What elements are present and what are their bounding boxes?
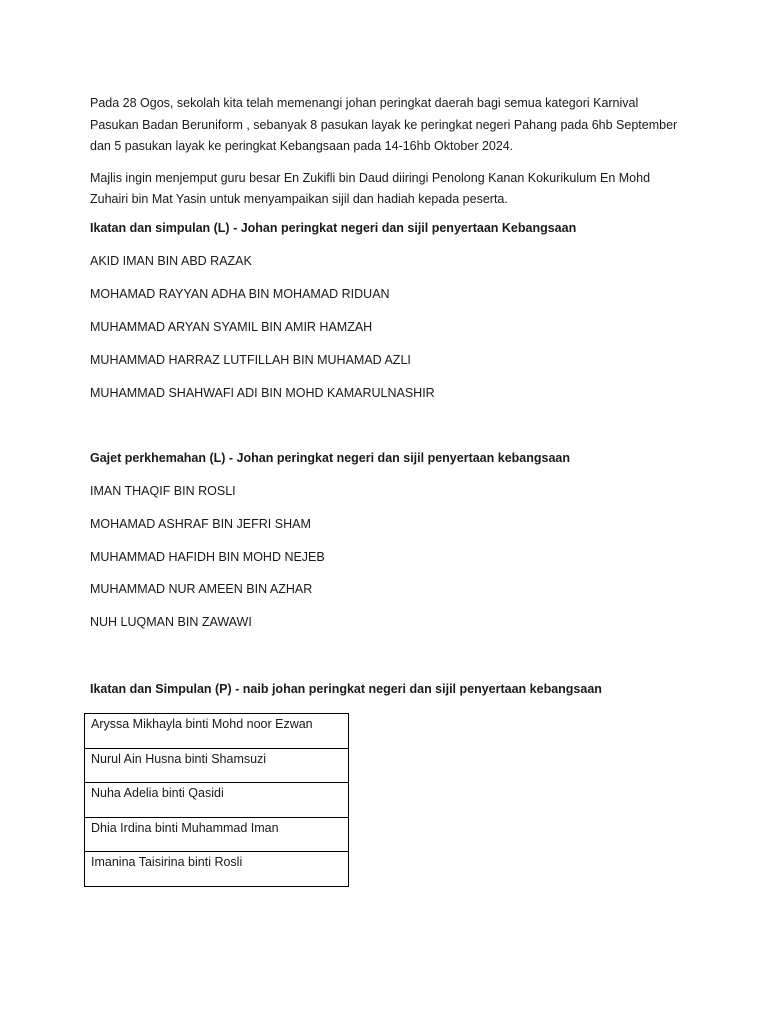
section1-name-1: AKID IMAN BIN ABD RAZAK — [90, 254, 252, 268]
section2-name-3: MUHAMMAD HAFIDH BIN MOHD NEJEB — [90, 550, 325, 564]
table-cell-name: Dhia Irdina binti Muhammad Iman — [85, 817, 349, 852]
section3-heading: Ikatan dan Simpulan (P) - naib johan peringkat negeri dan sijil penyertaan kebangsaan — [90, 682, 602, 696]
table-row — [85, 783, 349, 818]
section1-name-3: MUHAMMAD ARYAN SYAMIL BIN AMIR HAMZAH — [90, 320, 373, 334]
document-body — [90, 93, 690, 221]
section1-heading: Ikatan dan simpulan (L) - Johan peringkat negeri dan sijil penyertaan Kebangsaan — [90, 221, 577, 235]
table-row — [85, 748, 349, 783]
table-cell-name: Nuha Adelia binti Qasidi — [85, 783, 349, 818]
table-row — [85, 852, 349, 887]
section1-name-4: MUHAMMAD HARRAZ LUTFILLAH BIN MUHAMAD AZLI — [90, 353, 411, 367]
section1-name-5: MUHAMMAD SHAHWAFI ADI BIN MOHD KAMARULNASHIR — [90, 386, 435, 400]
section2-name-5: NUH LUQMAN BIN ZAWAWI — [90, 615, 252, 629]
section2-heading: Gajet perkhemahan (L) - Johan peringkat negeri dan sijil penyertaan kebangsaan — [90, 451, 570, 465]
table-cell-name: Imanina Taisirina binti Rosli — [85, 852, 349, 887]
section3-names-table — [84, 713, 349, 887]
table-row — [85, 714, 349, 749]
section2-name-4: MUHAMMAD NUR AMEEN BIN AZHAR — [90, 582, 313, 596]
table-row — [85, 817, 349, 852]
table-cell-name: Aryssa Mikhayla binti Mohd noor Ezwan — [85, 714, 349, 749]
section2-name-2: MOHAMAD ASHRAF BIN JEFRI SHAM — [90, 517, 311, 531]
section2-name-1: IMAN THAQIF BIN ROSLI — [90, 484, 236, 498]
intro-paragraph-1: Pada 28 Ogos, sekolah kita telah memenangi johan peringkat daerah bagi semua kategori Karnival Pasukan Badan Beruniform , sebanyak 8 pasukan layak ke peringkat negeri Pahang pada 6hb September dan 5 pasukan layak ke peringkat Kebangsaan pada 14-16hb Oktober 2024. — [90, 96, 678, 153]
section1-name-2: MOHAMAD RAYYAN ADHA BIN MOHAMAD RIDUAN — [90, 287, 390, 301]
intro-paragraph-2: Majlis ingin menjemput guru besar En Zukifli bin Daud diiringi Penolong Kanan Kokurikulum En Mohd Zuhairi bin Mat Yasin untuk menyampaikan sijil dan hadiah kepada peserta. — [90, 170, 651, 206]
table-cell-name: Nurul Ain Husna binti Shamsuzi — [85, 748, 349, 783]
